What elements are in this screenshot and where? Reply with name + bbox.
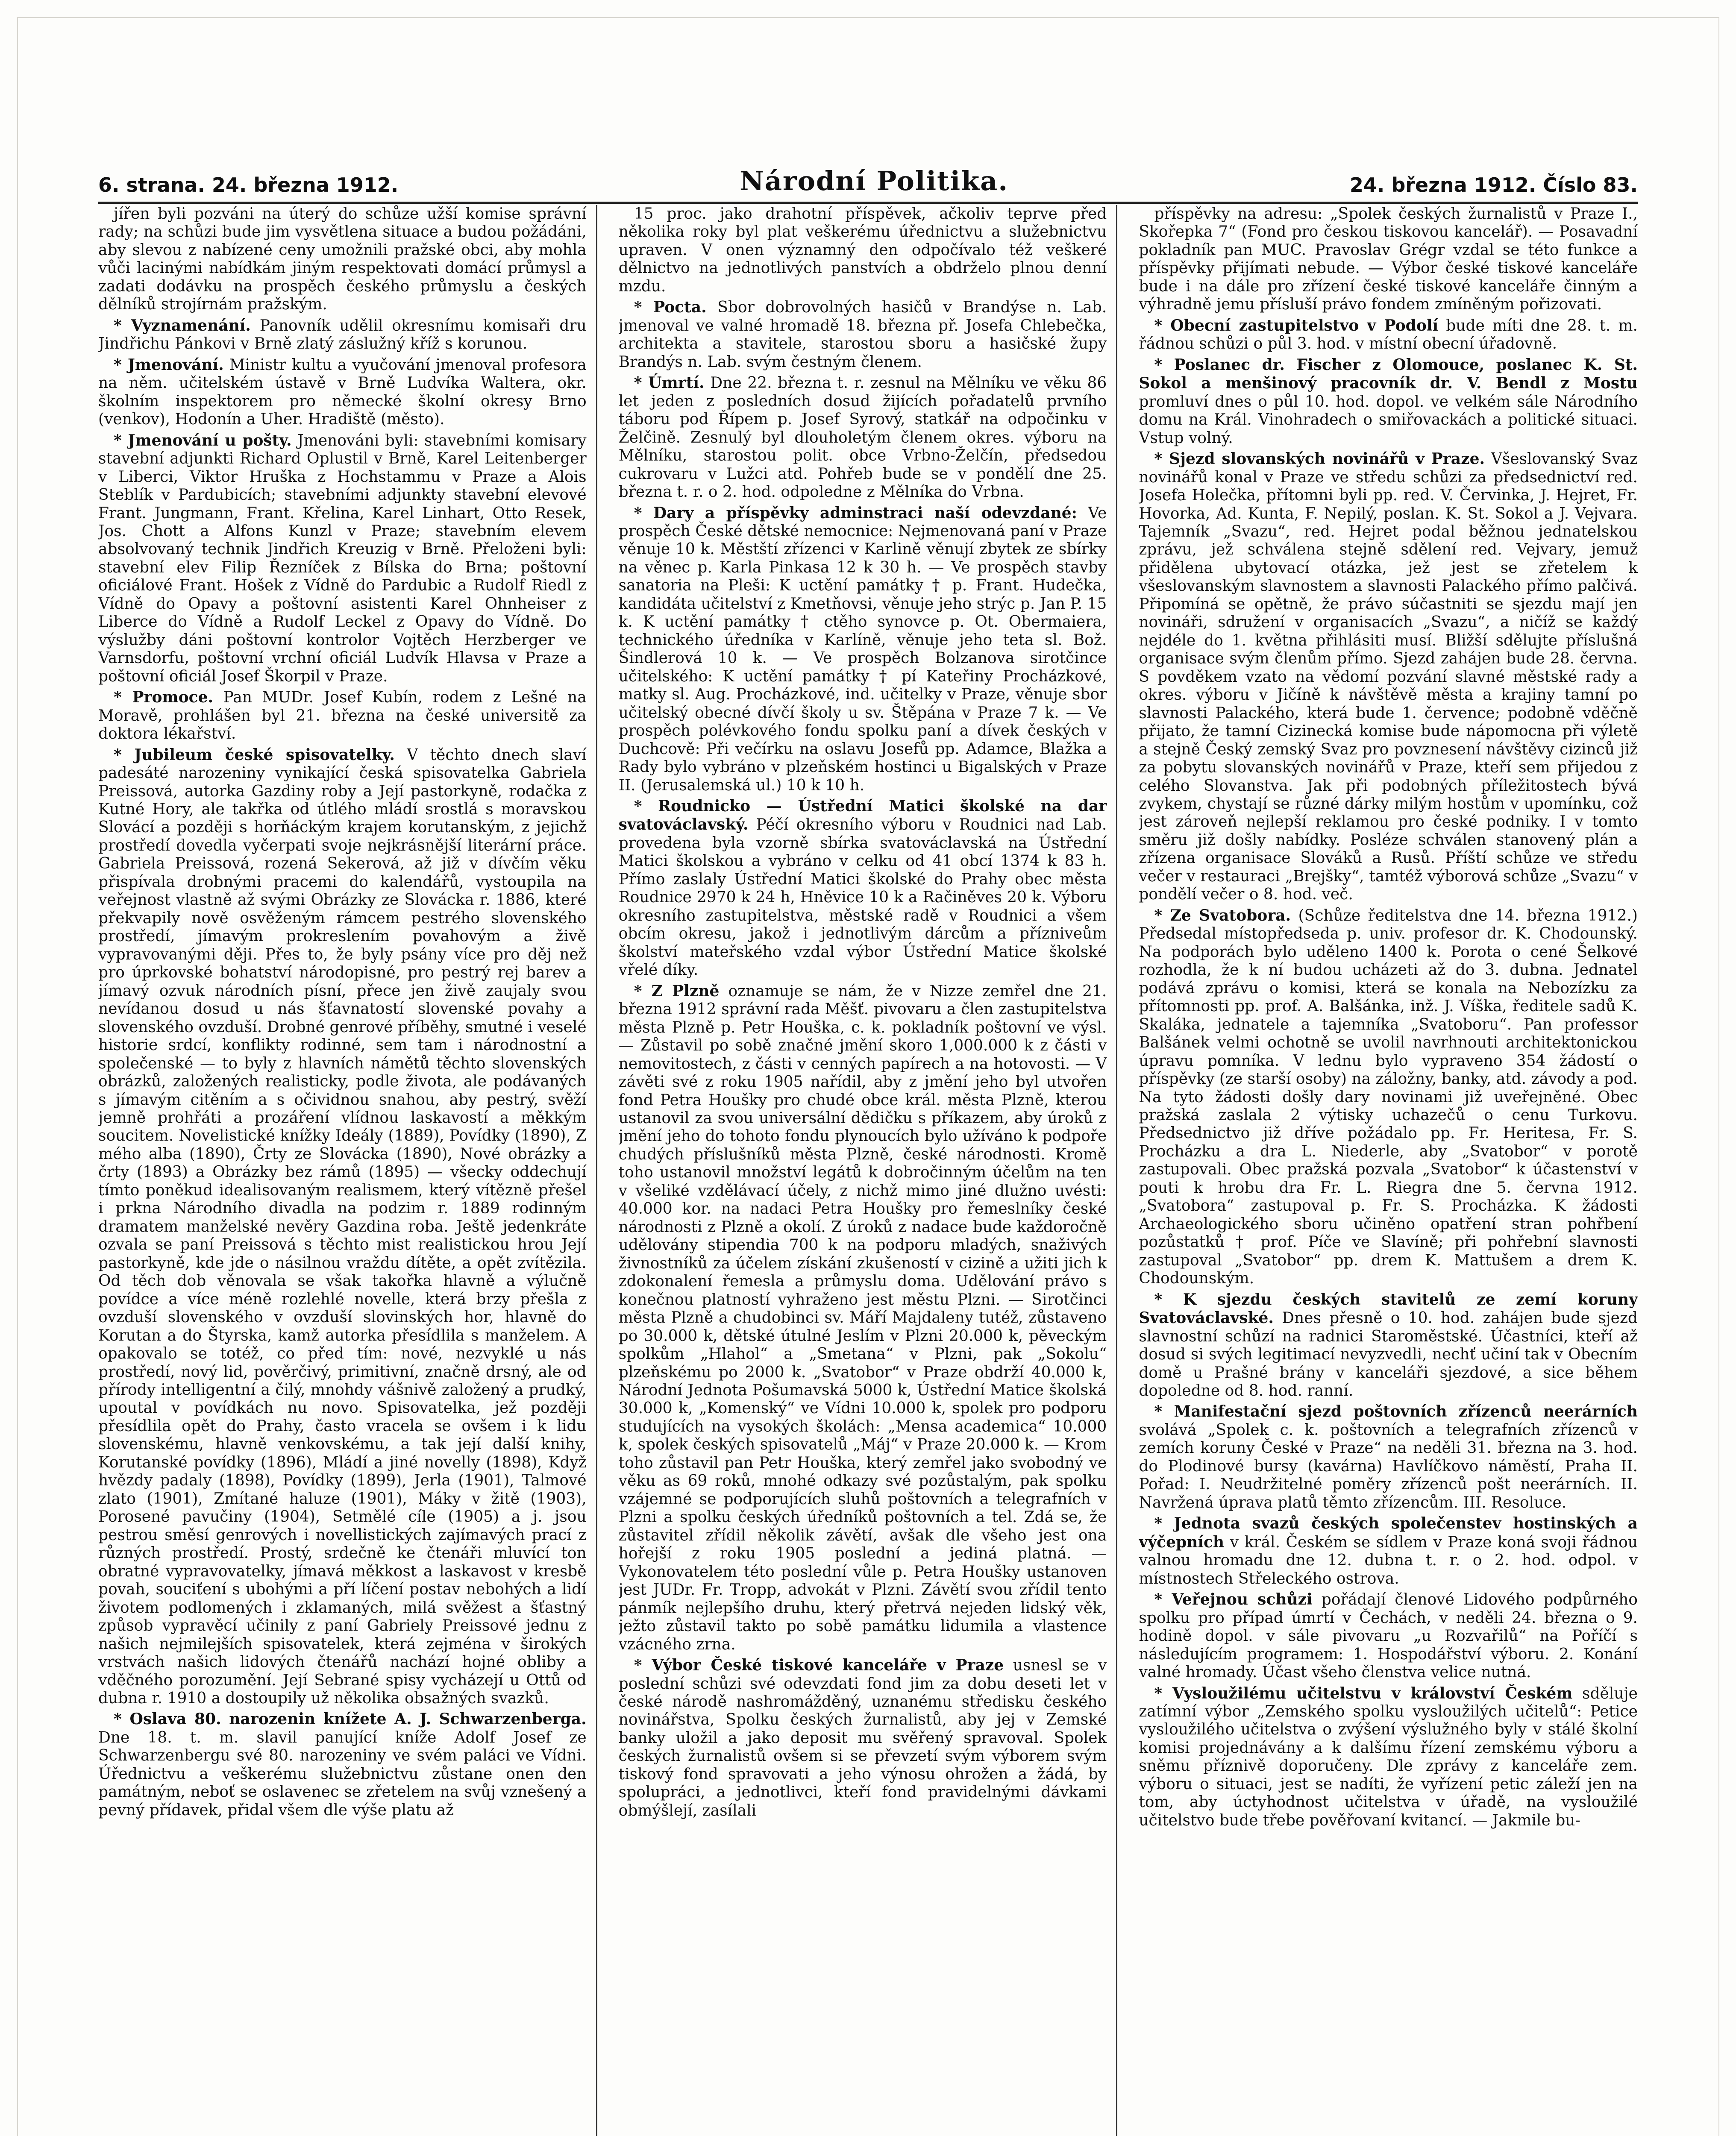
header-date-right: 24. března 1912. Číslo 83. xyxy=(1349,173,1638,197)
article-paragraph xyxy=(619,797,1107,980)
article-paragraph xyxy=(1139,205,1638,314)
article-paragraph xyxy=(98,356,587,429)
article-lead: * K sjezdu českých stavitelů ze zemí koruny Svatováclavské. xyxy=(1139,1290,1638,1327)
article-paragraph xyxy=(1139,1514,1638,1588)
article-paragraph xyxy=(1139,1684,1638,1830)
article-text: sděluje zatímní výbor „Zemského spolku vysloužilých učitelů“: Petice vysloužilého učitelstva o zvýšení výslužného byly v stálé školní komisi projednávány a k dalšímu řízení zemskému výboru a sněmu příznivě doporučeny. Dle zprávy z kanceláře zem. výboru o situaci, jest se nadíti, že vyřízení petic záleží jen na tom, aby úctyhodnost učitelstva v úřadě, na vysloužilé učitelstvo bude třebe pověřovaní kvitancí. — Jakmile bu- xyxy=(1139,1684,1638,1829)
article-paragraph xyxy=(619,374,1107,501)
article-paragraph xyxy=(1139,1291,1638,1400)
article-text: Dne 18. t. m. slavil panující kníže Adolf Josef ze Schwarzenbergu své 80. narozeniny ve svém paláci ve Vídni. Úřednictvu a veškerému služebnictvu zůstane onen den památným, neboť se oslavenec se zřetelem na svůj vznešený a pevný přídavek, přidal všem dle výše platu až xyxy=(98,1728,587,1819)
article-lead: * Jmenování. xyxy=(114,355,224,374)
article-paragraph xyxy=(1139,317,1638,353)
article-text: Ve prospěch České dětské nemocnice: Nejmenovaná paní v Praze věnuje 10 k. Městští zřízenci v Karlině věnují zbytek ze sbírky na věnec p. Karla Pinkasa 12 k 30 h. — Ve prospěch stavby sanatoria na Pleši: K uctění památky † p. Frant. Hudečka, kandidáta učitelství z Kmetňovsi, věnuje jeho strýc p. Jan P. 15 k. K uctění památky † ctěho synovce p. Ot. Obermaiera, technického úředníka v Karlíně, věnuje jeho teta sl. Bož. Šindlerová 10 k. — Ve prospěch Bolzanova sirotčince učitelského: K uctění památky † pí Kateřiny Procházkové, matky sl. Aug. Procházkové, ind. učitelky v Praze, věnuje sbor učitelský obecné dívčí školy u sv. Štěpána v Praze 7 k. — Ve prospěch polévkového fondu spolku paní a dívek českých v Duchcově: Při večírku na oslavu Josefů pp. Adamce, Blažka a Rady bylo vybráno v plzeňském hostinci u Bigalských v Praze II. (Jerusalemská ul.) 10 k 10 h. xyxy=(618,504,1107,794)
article-paragraph xyxy=(98,746,587,1708)
column-1 xyxy=(98,205,597,2136)
page-header xyxy=(98,150,1638,204)
article-lead: * Vyznamenání. xyxy=(114,316,251,334)
article-lead: * Roudnicko — Ústřední Matici školské na dar svatováclavský. xyxy=(618,797,1107,834)
article-paragraph xyxy=(98,431,587,686)
header-date-left: 6. strana. 24. března 1912. xyxy=(98,173,399,197)
article-text: Panovník udělil okresnímu komisaři dru Jindřichu Pánkovi v Brně zlatý záslužný kříž s korunou. xyxy=(98,317,587,353)
article-paragraph xyxy=(98,317,587,353)
article-paragraph xyxy=(619,504,1107,795)
column-2 xyxy=(619,205,1118,2136)
article-text: Ministr kultu a vyučování jmenoval profesora na něm. učitelském ústavě v Brně Ludvíka Waltera, okr. školním inspektorem pro německé školní okresy Brno (venkov), Hodonín a Uher. Hradiště (město). xyxy=(98,356,587,428)
article-lead: * Vysloužilému učitelstvu v království Českém xyxy=(1154,1684,1573,1702)
article-text: bude míti dne 28. t. m. řádnou schůzi o půl 3. hod. v místní obecní úřadovně. xyxy=(1139,317,1638,353)
article-text: svolává „Spolek c. k. poštovních a telegrafních zřízenců v zemích koruny České v Praze“ na neděli 31. března na 3. hod. do Plodinové bursy (kavárna) Havlíčkovo náměstí, Praha II. Pořad: I. Neudržitelné poměry zřízenců pošt neerárních. II. Navržená úprava platů těmto zřízencům. III. Resoluce. xyxy=(1139,1421,1638,1511)
article-lead: * Pocta. xyxy=(634,298,707,317)
article-text: 15 proc. jako drahotní příspěvek, ačkoliv teprve před několika roky byl plat veškerému úřednictvu a služebnictvu upraven. V onen významný den odpočívalo též veškeré dělnictvo na jednotlivých panstvích a obdrželo plnou denní mzdu. xyxy=(618,205,1107,295)
article-paragraph xyxy=(619,205,1107,296)
article-text: Pan MUDr. Josef Kubín, rodem z Lešné na Moravě, prohlášen byl 21. března na české universitě za doktora lékařství. xyxy=(98,689,587,743)
article-text: Všeslovanský Svaz novinářů konal v Praze ve středu schůzi za předsednictví red. Josefa Holečka, přítomni byli pp. red. V. Červinka, J. Hejret, Fr. Hovorka, Ad. Kunta, F. Nepilý, poslan. K. St. Sokol a J. Vejvara. Tajemník „Svazu“, red. Hejret podal běžnou jednatelskou zprávu, jež schválena stejně sdělení red. Vejvary, jemuž přidělena ubytovací otázka, jež jest se zřetelem k všeslovanským slavnostem a slavnosti Palackého přímo palčivá. Připomíná se opětně, že právo súčastniti se sjezdu mají jen novináři, sdružení v organisacích „Svazu“, a ničíž se každý nejdéle do 1. května přihlásiti musí. Bližší sdělujte příslušná organisace svým členům přímo. Sjezd zahájen bude 28. června. S povděkem vzato na vědomí pozvání slavné městské rady a okres. výboru v Jičíně k návštěvě města a krajiny tamní po slavnosti Palackého, která bude 1. července; podobně vděčně přijato, že tamní Cizinecká komise bude nápomocna při výletě a stejně Český zemský Svaz pro povznesení návštěvy cizinců již za pobytu slovanských novinářů v Praze, kteří sem přijedou z celého Slovanstva. Jak při podobných příležitostech bývá zvykem, chystají se různé dárky milým hostům v upomínku, což jest zároveň nejlepší reklamou pro české podniky. I v tomto směru již došly nabídky. Posléze schválen stanovený plán a zřízena organisace Slováků a Rusů. Příští schůze ve středu večer v restauraci „Brejšky“, tamtéž výborová schůze „Svazu“ v pondělí večer o 8. hod. več. xyxy=(1139,450,1638,904)
article-paragraph xyxy=(1139,907,1638,1288)
article-text: Dne 22. března t. r. zesnul na Mělníku ve věku 86 let jeden z posledních dosud žijících pořadatelů prvního táboru pod Řípem p. Josef Syrový, statkář na odpočinku v Želčině. Zesnulý byl dlouholetým členem okres. výboru na Mělníku, starostou polit. obce Vrbno-Želčín, předsedou cukrovaru v Lužci atd. Pohřeb bude se v pondělí dne 25. března t. r. o 2. hod. odpoledne z Mělníka do Vrbna. xyxy=(618,374,1107,501)
article-lead: * Jednota svazů českých společenstev hostinských a výčepních xyxy=(1139,1514,1638,1551)
article-paragraph xyxy=(619,982,1107,1654)
article-paragraph xyxy=(1139,1590,1638,1681)
article-lead: * Sjezd slovanských novinářů v Praze. xyxy=(1154,450,1485,468)
article-paragraph xyxy=(98,1710,587,1819)
article-text: příspěvky na adresu: „Spolek českých žurnalistů v Praze I., Skořepka 7“ (Fond pro českou tiskovou kancelář). — Posavadní pokladník pan MUC. Pravoslav Grégr vzdal se této funkce a příspěvky přijímati nebude. — Výbor české tiskové kanceláře bude i na dále pro zřízení české tiskové kanceláře činným a výhradně jemu přísluší právo fondem zmíněným pořizovati. xyxy=(1139,205,1638,314)
article-paragraph xyxy=(619,1656,1107,1820)
text-columns xyxy=(98,205,1638,2136)
article-paragraph xyxy=(98,205,587,314)
article-lead: * Dary a příspěvky adminstraci naší odevzdané: xyxy=(634,504,1077,522)
article-lead: * Manifestační sjezd poštovních zřízenců neerárních xyxy=(1154,1402,1638,1421)
article-paragraph xyxy=(1139,450,1638,904)
article-lead: * Výbor České tiskové kanceláře v Praze xyxy=(634,1656,1004,1675)
article-paragraph xyxy=(98,688,587,743)
article-lead: * Z Plzně xyxy=(634,982,720,1000)
article-text: v král. Českém se sídlem v Praze koná svoji řádnou valnou hromadu dne 12. dubna t. r. o 2. hod. odpol. v místnostech Střeleckého ostrova. xyxy=(1139,1533,1638,1587)
column-3 xyxy=(1139,205,1638,2136)
article-paragraph xyxy=(619,298,1107,371)
article-paragraph xyxy=(1139,1402,1638,1512)
article-text: oznamuje se nám, že v Nizze zemřel dne 21. března 1912 správní rada Měšť. pivovaru a člen zastupitelstva města Plzně p. Petr Houška, c. k. pokladník poštovní ve výsl. — Zůstavil po sobě značné jmění skoro 1,000.000 k z části v nemovitostech, z části v cenných papírech a na hotovosti. — V závěti své z roku 1905 nařídil, aby z jmění jeho byl utvořen fond Petra Houšky pro chudé obce král. města Plzně, kterou ustanovil za svou universální dědičku s příkazem, aby úroků z jmění jeho do tohoto fondu plynoucích bylo užíváno k podpoře chudých příslušníků města Plzně, české národnosti. Kromě toho ustanovil množství legátů k dobročinným účelům na ten v všeliké vzdělávací účely, z nichž mimo jiné dlužno uvésti: 40.000 kor. na nadaci Petra Houšky pro řemeslníky české národnosti z Plzně a okolí. Z úroků z nadace bude každoročně udělovány stipendia 700 k na podporu mladých, snaživých živnostníků za účelem získání zkušeností v cizině a užiti jich k zdokonalení řemesla a průmyslu doma. Udělování právo s konečnou platností vyhraženo jest městu Plzni. — Sirotčinci města Plzně a chudobinci sv. Máří Majdaleny tutéž, zůstaveno po 30.000 k, dětské útulné Jeslím v Plzni 20.000 k, pěveckým spolkům „Hlahol“ a „Smetana“ v Plzni, pak „Sokolu“ plzeňskému po 2000 k. „Svatobor“ v Praze obdrží 40.000 k, Národní Jednota Pošumavská 5000 k, Ústřední Matice školská 30.000 k, „Komenský“ ve Vídni 10.000 k, spolek pro podporu studujících na vysokých školách: „Mensa academica“ 10.000 k, spolek českých spisovatelů „Máj“ v Praze 20.000 k. — Krom toho zůstavil pan Petr Houška, který zemřel jako svobodný ve věku as 69 roků, mnohé odkazy své pozůstalým, pak spolku vzájemné se podporujících sluhů poštovních a telegrafních v Plzni a spolku českých úředníků poštovních a tel. Zdá se, že zůstavitel zřídil několik závětí, avšak dle všeho jest ona hořejší z roku 1905 poslední a jediná platná. — Vykonovatelem této poslední vůle p. Petra Houšky ustanoven jest JUDr. Fr. Tropp, advokát v Plzni. Závětí svou zřídil tento pánmík nejlepšího druhu, který přetrvá nejeden lidský věk, ježto zůstavil takto po sobě památku lidumila a vlastence vzácného zrna. xyxy=(618,982,1107,1653)
article-text: promluví dnes o půl 10. hod. dopol. ve velkém sále Národního domu na Král. Vinohradech o smiřovackách a politické situaci. Vstup volný. xyxy=(1139,393,1638,447)
article-text: pořádají členové Lidového podpůrného spolku pro případ úmrtí v Čechách, v neděli 24. března o 9. hodině dopol. v sále pivovaru „u Rozvařilů“ na Poříčí s následujícím programem: 1. Hospodářství výboru. 2. Konání valné hromady. Účast všeho členstva velice nutná. xyxy=(1139,1591,1638,1681)
article-lead: * Poslanec dr. Fischer z Olomouce, poslanec K. St. Sokol a menšinový pracovník dr. V. Bendl z Mostu xyxy=(1139,355,1638,393)
article-text: V těchto dnech slaví padesáté narozeniny vynikající česká spisovatelka Gabriela Preissová, autorka Gazdiny roby a Její pastorkyně, rodačka z Kutné Hory, ale takřka od útlého mládí srostlá s moravskou Slovácí a později s horňáckým krajem korutanským, z jejichž prostředí dovedla vyčerpati svoje nejkrásnější literární práce. Gabriela Preissová, rozená Sekerová, až již v dívčím věku přispívala drobnými pracemi do kalendářů, vystoupila na veřejnost vlastně až svými Obrázky ze Slovácka r. 1886, které překvapily nově osvěženým rámcem pestrého slovenského prostředí, jímavým prokreslením povahovým a živě vypravovanými ději. Přes to, že byly psány více pro děj než pro úprkovské bohatství národopisné, pro pestrý rej barev a jímavý ozvuk národních písní, přece jen živě zaujaly svou nevídanou dosud u nás šťavnatostí slovenské povahy a slovenského ovzduší. Drobné genrové příběhy, smutné i veselé historie srdcí, konflikty rodinné, sem tam i národnostní a společenské — to byly z hlavních námětů těchto slovenských obrázků, založených realisticky, podle života, ale podávaných s jímavým citěním a s očividnou snahou, aby pestrý, svěží jemně prohřáti a prozáření vlídnou laskavostí a měkkým soucitem. Novelistické knížky Ideály (1889), Povídky (1890), Z mého alba (1890), Črty ze Slovácka (1890), Nové obrázky a črty (1893) a Obrázky bez rámů (1895) — všecky oddechují tímto poněkud idealisovaným realismem, který vítězně přešel i prknа Národního divadla na podzim r. 1889 rodinným dramatem manželské nevěry Gazdina roba. Ještě jedenkráte ozvala se paní Preissová s těchto mist realistickou hrou Její pastorkyně, kde jde o násilnou vraždu dítěte, a opět zvítězila. Od těch dob věnovala se však takořka hlavně a výlučně povídce a více méně rozlehlé novelle, která brzy přešla z ovzduší slovenského v ovzduší slovinských hor, hlavně do Korutan a do Štyrska, kamž autorka přesídlila s manželem. A opakovalo se totéž, co před tím: nové, nezvyklé u nás prostředí, nový lid, pověrčivý, primitivní, značně drsný, ale od přírody intelligentní a čilý, mnohdy vášnivě založený a prudký, upoutal v povídkách nu novo. Spisovatelka, jež později přesídlila opět do Prahy, často vracela se ovšem i k lidu slovenskému, hlavně venkovskému, a tak její další knihy, Korutanské povídky (1896), Mládí a jiné novelly (1898), Když hvězdy padaly (1898), Povídky (1899), Jerla (1901), Talmové zlato (1901), Zmítané haluze (1901), Máky v žitě (1903), Porosené pavučiny (1904), Setmělé cíle (1905) a j. jsou pestrou směsí genrových i novellistických zajímavých prací z různých prostředí. Prostý, srdečně ke čtenáři mluvící ton obratné vypravovatelky, jímavá měkkost a laskavost v kresbě povah, souciťení s ubohými a pří líčení postav nebohých a lidí životem podlomených i zklamaných, milá svěžest a šťastný způsob vypravěcí učinily z paní Gabriely Preissové jednu z našich nejmilejších spisovatelek, která zejména v širokých vrstvách našich lidových čtenářů nachází hojné obliby a vděčného porozumění. Její Sebrané spisy vycházejí u Ottů od dubna r. 1910 a dostoupily už několika obsažných svazků. xyxy=(98,746,587,1707)
article-lead: * Ze Svatobora. xyxy=(1154,906,1291,924)
article-lead: * Úmrtí. xyxy=(634,374,705,392)
article-lead: * Obecní zastupitelstvo v Podolí xyxy=(1154,316,1439,334)
article-lead: * Veřejnou schůzi xyxy=(1154,1590,1313,1609)
article-lead: * Jmenování u pošty. xyxy=(114,431,292,449)
article-lead: * Promoce. xyxy=(114,688,214,707)
article-text: Jmenováni byli: stavebními komisary stavební adjunkti Richard Oplustil v Brně, Karel Leitenberger v Liberci, Viktor Hruška z Hochstammu v Praze a Alois Steblík v Pardubicích; stavebními adjunkty stavební elevové Frant. Jungmann, Frant. Křelina, Karel Linhart, Otto Resek, Jos. Chott a Alfons Kunzl v Praze; stavebním elevem absolvovaný technik Jindřich Kreuzig v Brně. Přeloženi byli: stavební elev Filip Řezníček z Bílska do Brna; poštovní oficiálové Frant. Hošek z Vídně do Pardubic a Rudolf Riedl z Vídně do Opavy a poštovní asistenti Karel Ohnheiser z Liberce do Vídně a Rudolf Leckel z Opavy do Vídně. Do výslužby dáni poštovní kontrolor Vojtěch Herzberger ve Varnsdorfu, poštovní vrchní oficiál Ludvík Hlavsa v Praze a poštovní oficiál Josef Škorpil v Praze. xyxy=(98,431,587,685)
masthead-title: Národní Politika. xyxy=(740,165,1008,197)
article-paragraph xyxy=(1139,356,1638,447)
article-text: Péčí okresního výboru v Roudnici nad Lab. provedena byla vzorně sbírka svatováclavská na Ústřední Matici školskou a vybráno v celku od 41 obcí 1374 k 83 h. Přímo zaslaly Ústřední Matici školské do Prahy obec města Roudnice 2970 k 24 h, Hněvice 10 k a Račiněves 20 k. Výboru okresního zastupitelstva, městské radě v Roudnici a všem obcím okresu, jakož i jednotlivým dárcům a přízniveům školství mateřského vzdal výbor Ústřední Matice školské vřelé díky. xyxy=(618,816,1107,979)
article-lead: * Jubileum české spisovatelky. xyxy=(114,745,395,764)
article-text: (Schůze ředitelstva dne 14. března 1912.) Předsedal místopředseda p. univ. profesor dr. K. Chodounský. Na podporách bylo uděleno 1400 k. Porota o cené Šelkové rozhodla, že k ní budou ucházeti až do 3. dubna. Jednatel podává zprávu o komisi, která se konala na Nebozízku za přítomnosti pp. prof. A. Balšánka, inž. J. Víška, ředitele sadů K. Skaláka, jednatele a tajemníka „Svatoboru“. Pan professor Balšánek velmi ochotně se uvolil navrhnouti architektonickou úpravu pomníka. V lednu bylo vypraveno 354 žádostí o příspěvky (ze starší osoby) na záložny, banky, atd. závody a pod. Na tyto žádosti došly dary novinami již uveřejněné. Obec pražská zaslala 2 výtisky uchazečů o cenu Turkovu. Předsednictvo již dříve požádalo pp. Fr. Heritesa, Fr. S. Procházku a dra L. Niederle, aby „Svatobor“ v porotě zastupovali. Obec pražská pozvala „Svatobor“ k účastenství v pouti k hrobu dra Fr. L. Riegra dne 5. června 1912. „Svatobora“ zastupoval p. Fr. S. Procházka. K žádosti Archaeologického sboru učiněno opatření stran pohřbení pozůstatků † prof. Píče ve Slavíně; při pohřební slavnosti zastupoval „Svatobor“ pp. drem K. Mattušem a drem K. Chodounským. xyxy=(1139,907,1638,1288)
article-text: Sbor dobrovolných hasičů v Brandýse n. Lab. jmenoval ve valné hromadě 18. března př. Josefa Chlebečka, architekta a stavitele, starostou sboru a hasičské župy Brandýs n. Lab. svým čestným členem. xyxy=(618,299,1107,371)
article-text: usnesl se v poslední schůzi své odevzdati fond jim za dobu deseti let v české národě nashromážděný, uznanému středisku českého novinářstva, Spolku českých žurnalistů, aby jej v Zemské banky uložil a jako deposit mu svěřený spravoval. Spolek českých žurnalistů ovšem si se převzetí svým výborem svým tiskový fond spravovati a jeho výnosu ohrožen a žádá, by spolupráci, a jednotlivci, kteří fond pravidelnými dávkami obmýšlejí, zasílali xyxy=(618,1657,1107,1819)
article-text: jířen byli pozváni na úterý do schůze užší komise správní rady; na schůzi bude jim vysvětlena situace a budou požádáni, aby slevou z nabízené ceny umožnili pražské obci, aby mohla vůči lacinými nabídkám jiným respektovati domácí průmysl a zadati dodávku na prospěch českého průmyslu a českých dělníků strojírnám pražským. xyxy=(98,205,587,314)
article-text: Dnes přesně o 10. hod. zahájen bude sjezd slavnostní schůzí na radnici Staroměstské. Účastníci, kteří až dosud si svých legitimací nevyzvedli, nechť učiní tak v Obecním domě u Prašné brány v kanceláři sjezdové, a sice během dopoledne od 8. hod. ranní. xyxy=(1139,1309,1638,1400)
article-lead: * Oslava 80. narozenin knížete A. J. Schwarzenberga. xyxy=(114,1710,587,1728)
